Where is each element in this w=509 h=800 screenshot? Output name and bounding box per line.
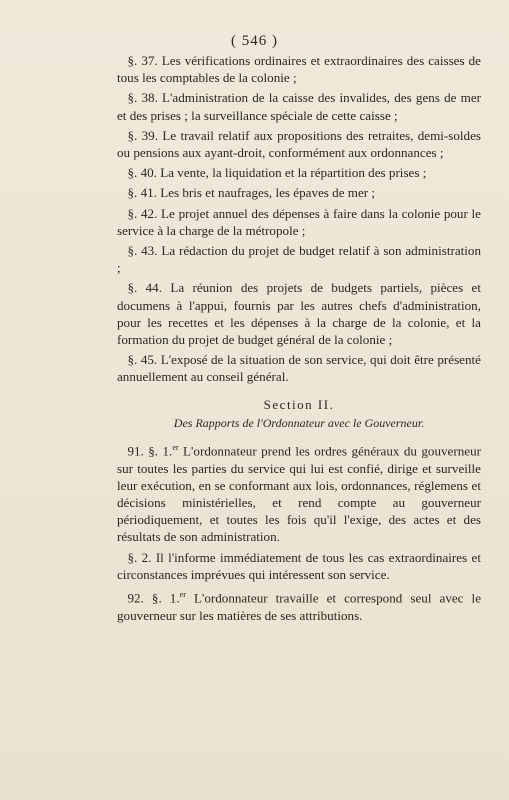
- paragraph-42: §. 42. Le projet annuel des dépenses à faire dans la colonie pour le service à la charge de la métropole ;: [117, 205, 481, 238]
- article-92-lead: 92. §. 1.: [127, 590, 180, 606]
- article-91-text: L'ordonnateur prend les ordres généraux du gouverneur sur toutes les parties du service qui lui est confié, dirige et surveille leur exécution, en se conformant aux lois, ordonnances, réglemens et décisions ministérielles, et rend compte au gouverneur périodiquement, et toutes les fois qu'il l'exige, des actes et des résultats de son administration.: [117, 443, 481, 545]
- paragraph-45: §. 45. L'exposé de la situation de son service, qui doit être présenté annuellement au conseil général.: [117, 352, 481, 385]
- paragraph-43: §. 43. La rédaction du projet de budget relatif à son administration ;: [117, 243, 481, 276]
- article-91-superscript: er: [172, 443, 179, 453]
- article-92-paragraph-1: [117, 586, 481, 624]
- paragraph-40: §. 40. La vente, la liquidation et la répartition des prises ;: [127, 165, 427, 181]
- article-91-paragraph-2: §. 2. Il l'informe immédiatement de tous les cas extraordinaires et circonstances imprévues qui intéressent son service.: [117, 549, 481, 582]
- article-92-text: L'ordonnateur travaille et correspond seul avec le gouverneur sur les matières de ses attributions.: [117, 590, 482, 623]
- paragraph-37: §. 37. Les vérifications ordinaires et extraordinaires des caisses de tous les comptables de la colonie ;: [117, 53, 481, 86]
- section-subtitle: Des Rapports de l'Ordonnateur avec le Gouverneur.: [173, 415, 425, 430]
- page-body: [117, 52, 481, 627]
- section-heading: Section II.: [263, 396, 335, 412]
- paragraph-39: §. 39. Le travail relatif aux propositions des retraites, demi-soldes ou pensions aux ayant-droit, conformément aux ordonnances ;: [117, 127, 481, 161]
- article-91-lead: 91. §. 1.: [127, 443, 173, 459]
- article-91-paragraph-1: [117, 439, 481, 546]
- paragraph-38: §. 38. L'administration de la caisse des invalides, des gens de mer et des prises ; la surveillance spéciale de cette caisse ;: [117, 90, 481, 123]
- paragraph-44: §. 44. La réunion des projets de budgets partiels, pièces et documens à l'appui, fournis par les autres chefs d'administration, pour les recettes et les dépenses à la charge de la colonie, et la formation du projet de budget général de la colonie ;: [117, 280, 481, 348]
- page-number: ( 546 ): [231, 33, 278, 49]
- paragraph-41: §. 41. Les bris et naufrages, les épaves de mer ;: [127, 185, 376, 201]
- article-92-superscript: er: [179, 590, 186, 600]
